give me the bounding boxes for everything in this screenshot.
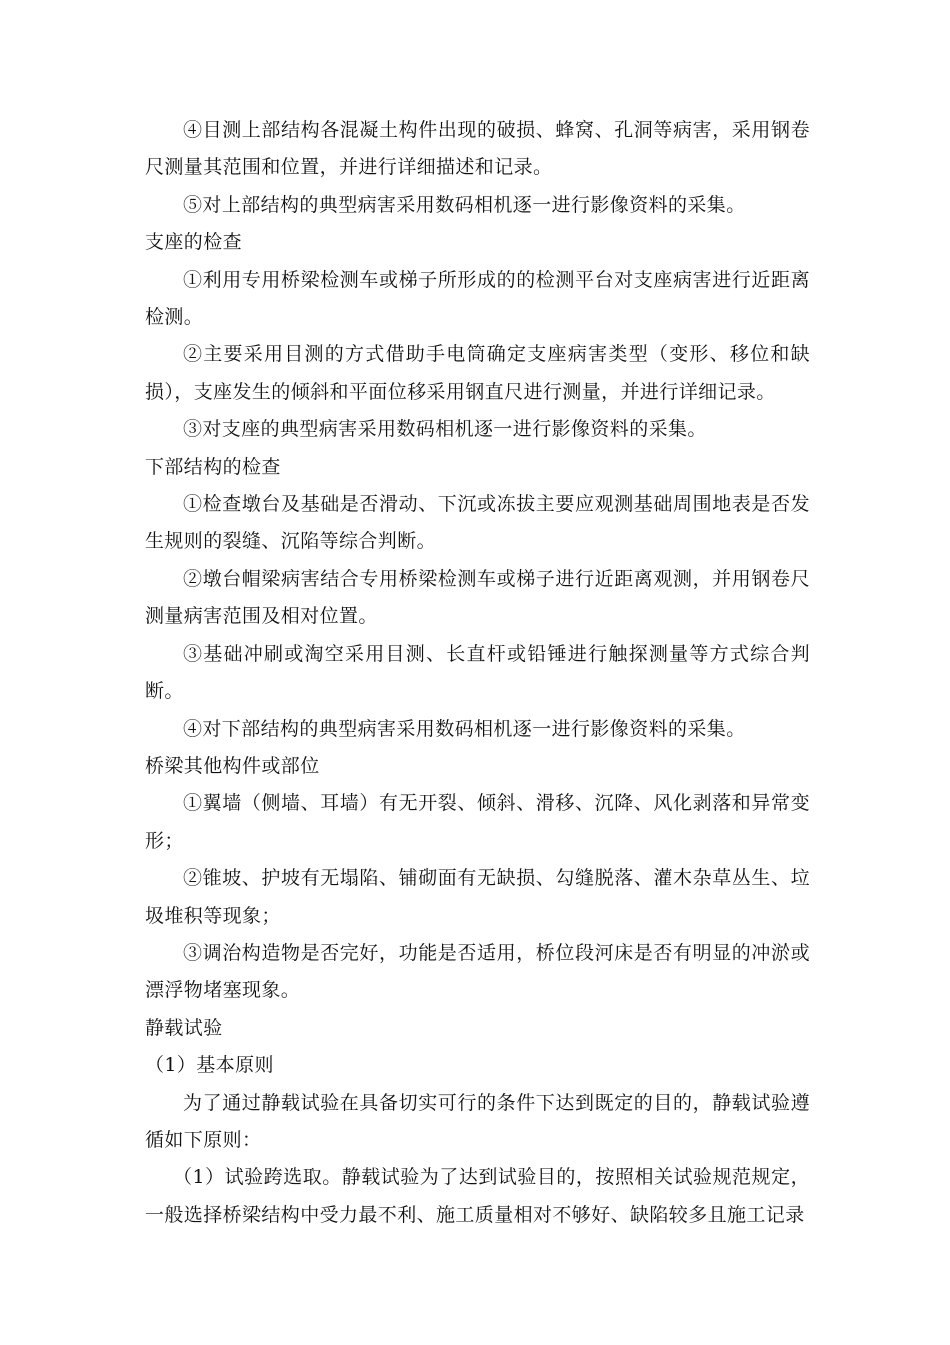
substructure-item-2: ②墩台帽梁病害结合专用桥梁检测车或梯子进行近距离观测，并用钢卷尺测量病害范围及相对位置。 (145, 567, 810, 628)
static-test-intro: 为了通过静载试验在具备切实可行的条件下达到既定的目的，静载试验遵循如下原则： (145, 1091, 810, 1151)
static-test-rule-1: （1）试验跨选取。静载试验为了达到试验目的，按照相关试验规范规定，一般选择桥梁结构中受力最不利、施工质量相对不够好、缺陷较多且施工记录 (145, 1166, 810, 1226)
superstructure-item-4: ④目测上部结构各混凝土构件出现的破损、蜂窝、孔洞等病害，采用钢卷尺测量其范围和位置，并进行详细描述和记录。 (145, 119, 810, 179)
other-item-3: ③调治构造物是否完好，功能是否适用，桥位段河床是否有明显的冲淤或漂浮物堵塞现象。 (145, 941, 810, 1002)
basic-principles-subheading: （1）基本原则 (145, 1054, 274, 1077)
superstructure-item-5: ⑤对上部结构的典型病害采用数码相机逐一进行影像资料的采集。 (183, 193, 746, 216)
bearing-heading: 支座的检查 (145, 231, 243, 254)
bearing-item-3: ③对支座的典型病害采用数码相机逐一进行影像资料的采集。 (183, 418, 707, 441)
other-item-1: ①翼墙（侧墙、耳墙）有无开裂、倾斜、滑移、沉降、风化剥落和异常变形； (145, 792, 810, 852)
bearing-item-2: ②主要采用目测的方式借助手电筒确定支座病害类型（变形、移位和缺损），支座发生的倾斜和平面位移采用钢直尺进行测量，并进行详细记录。 (145, 343, 810, 403)
substructure-item-4: ④对下部结构的典型病害采用数码相机逐一进行影像资料的采集。 (183, 717, 746, 740)
document-page (145, 112, 810, 1234)
static-test-heading: 静载试验 (145, 1016, 223, 1039)
bearing-item-1: ①利用专用桥梁检测车或梯子所形成的的检测平台对支座病害进行近距离检测。 (145, 268, 810, 329)
other-components-heading: 桥梁其他构件或部位 (145, 754, 320, 777)
other-item-2: ②锥坡、护坡有无塌陷、铺砌面有无缺损、勾缝脱落、灌木杂草丛生、垃圾堆积等现象； (145, 867, 810, 927)
substructure-item-1: ①检查墩台及基础是否滑动、下沉或冻拔主要应观测基础周围地表是否发生规则的裂缝、沉陷等综合判断。 (145, 493, 810, 553)
substructure-item-3: ③基础冲刷或淘空采用目测、长直杆或铅锤进行触探测量等方式综合判断。 (145, 642, 810, 703)
substructure-heading: 下部结构的检查 (145, 455, 281, 478)
